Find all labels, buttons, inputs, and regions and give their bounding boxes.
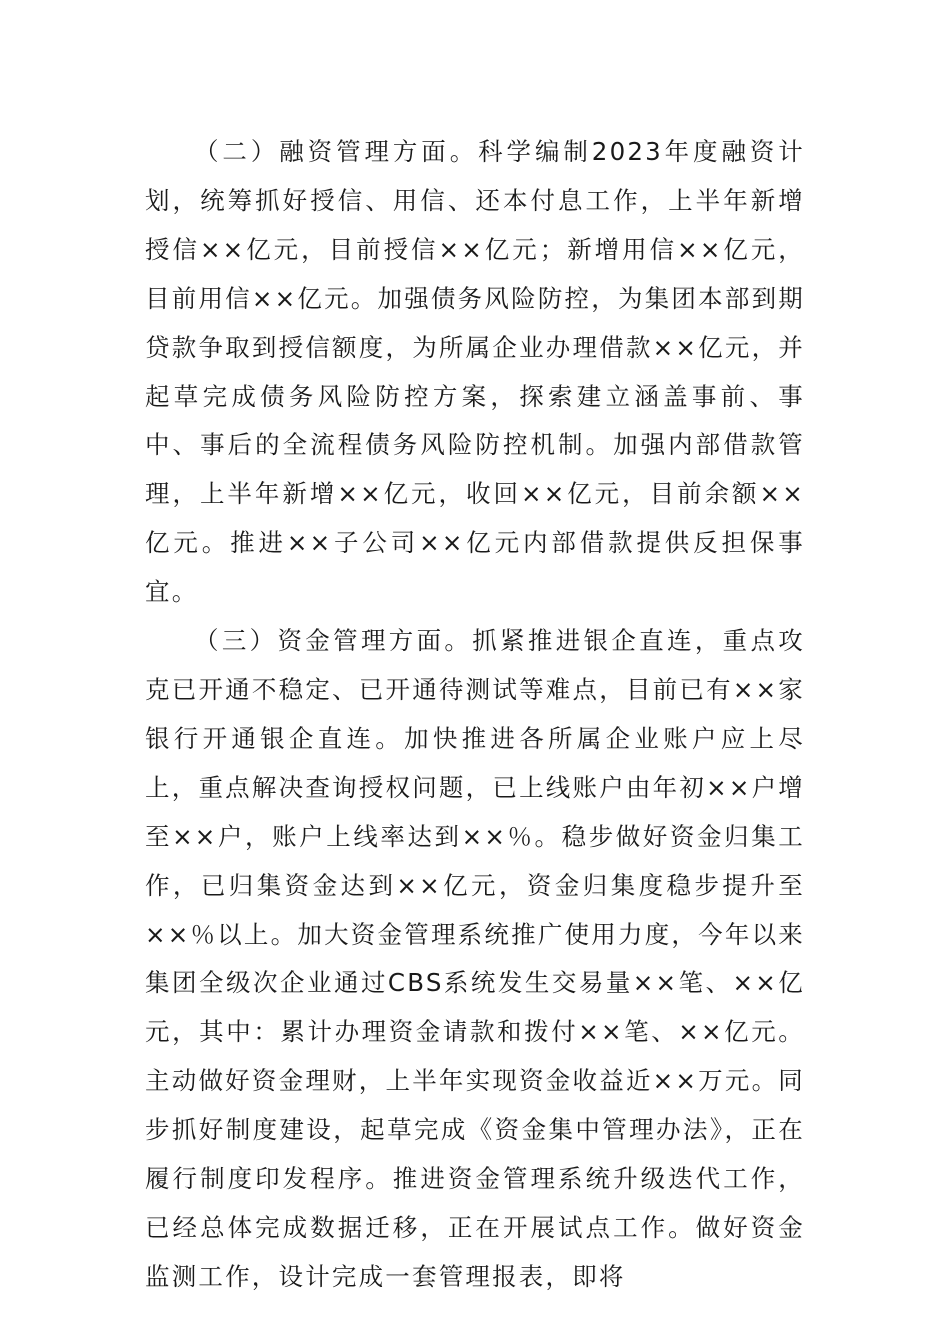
paragraph-financing-management: （二）融资管理方面。科学编制2023年度融资计划，统筹抓好授信、用信、还本付息工作，上半年新增授信××亿元，目前授信××亿元；新增用信××亿元，目前用信××亿元。加强债务风险防控，为集团本部到期贷款争取到授信额度，为所属企业办理借款××亿元，并起草完成债务风险防控方案，探索建立涵盖事前、事中、事后的全流程债务风险防控机制。加强内部借款管理，上半年新增××亿元，收回××亿元，目前余额××亿元。推进××子公司××亿元内部借款提供反担保事宜。 <box>145 137 805 607</box>
paragraph-fund-management: （三）资金管理方面。抓紧推进银企直连，重点攻克已开通不稳定、已开通待测试等难点，目前已有××家银行开通银企直连。加快推进各所属企业账户应上尽上，重点解决查询授权问题，已上线账户由年初××户增至××户，账户上线率达到××％。稳步做好资金归集工作，已归集资金达到××亿元，资金归集度稳步提升至××％以上。加大资金管理系统推广使用力度，今年以来集团全级次企业通过CBS系统发生交易量××笔、××亿元，其中：累计办理资金请款和拨付××笔、××亿元。主动做好资金理财，上半年实现资金收益近××万元。同步抓好制度建设，起草完成《资金集中管理办法》，正在履行制度印发程序。推进资金管理系统升级迭代工作，已经总体完成数据迁移，正在开展试点工作。做好资金监测工作，设计完成一套管理报表，即将 <box>145 626 805 1291</box>
document-body <box>145 128 805 1302</box>
